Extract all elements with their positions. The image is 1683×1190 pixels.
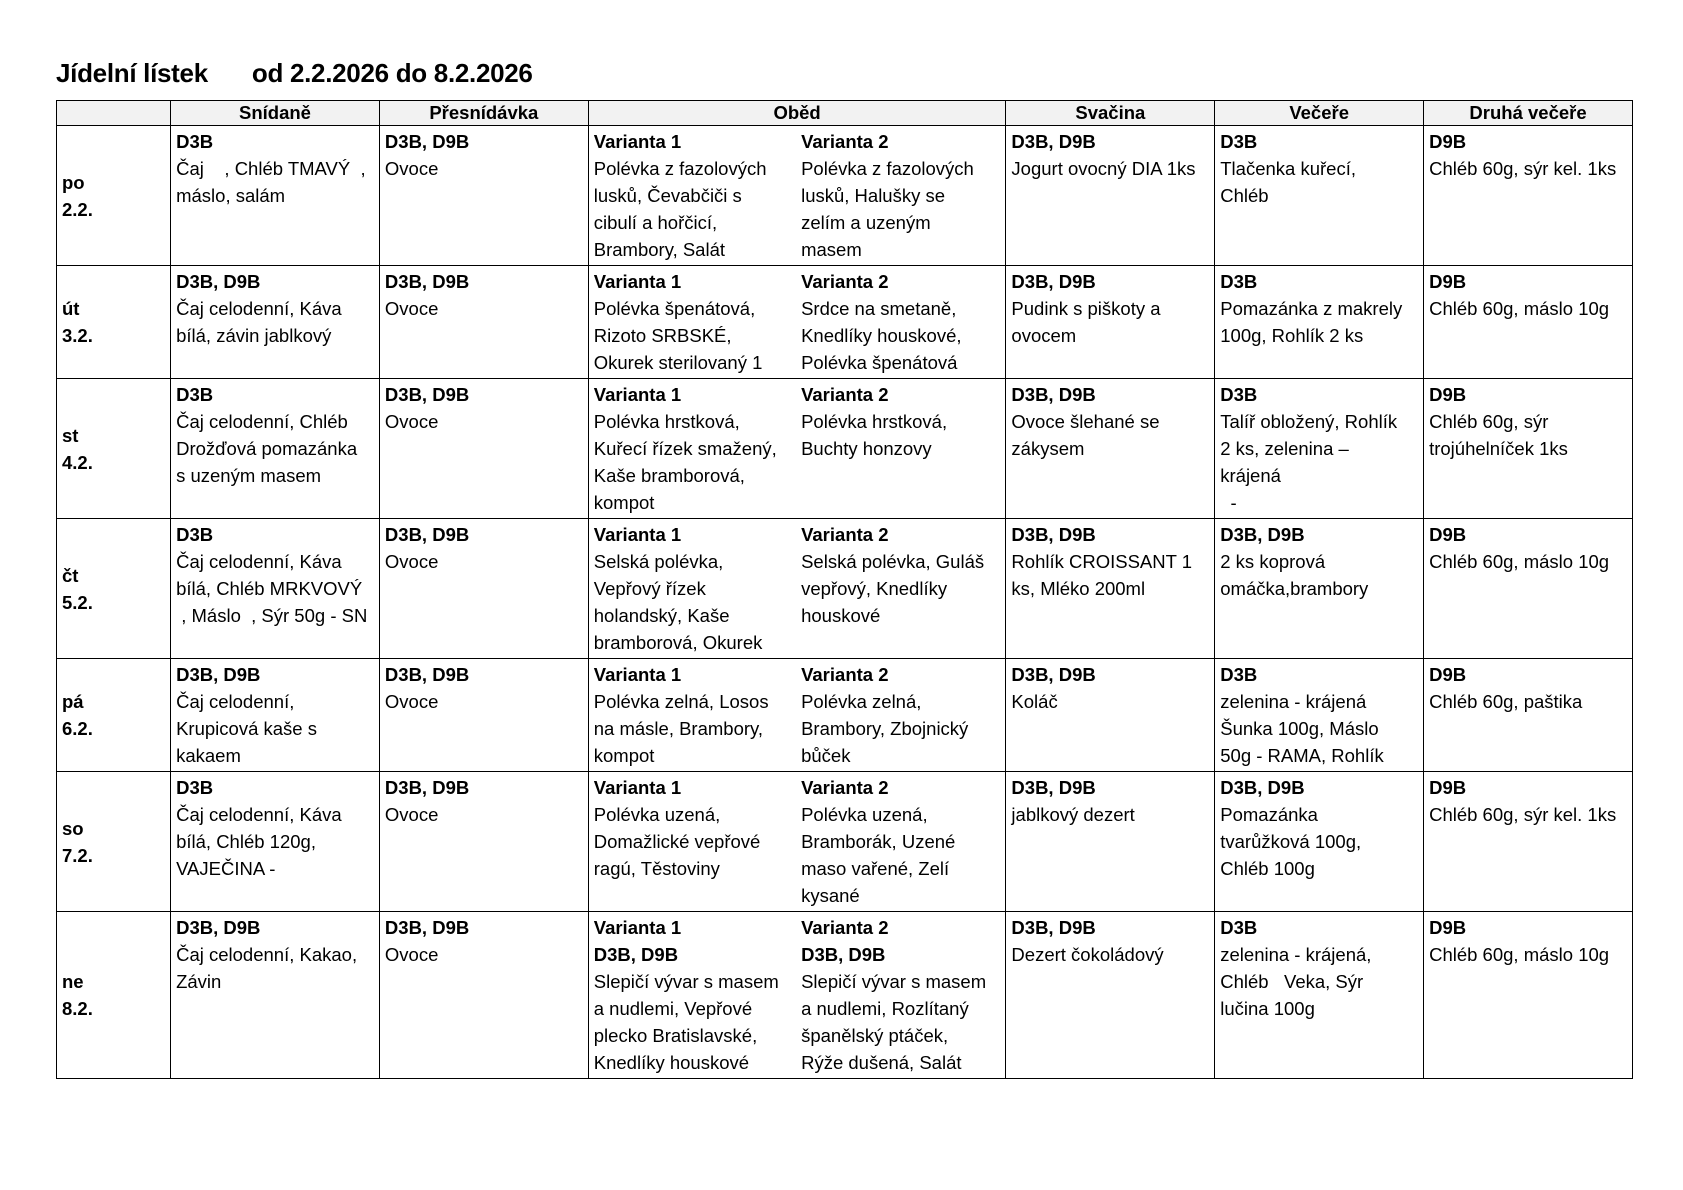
vecere-diet: D3B (1220, 917, 1258, 938)
obed-v2-variant-label: Varianta 2 (801, 664, 889, 685)
day-cell (57, 379, 171, 519)
snidane-diet: D3B, D9B (176, 917, 261, 938)
svacina-cell (1006, 266, 1215, 379)
obed-v1-text: Kuřecí řízek smažený, (593, 438, 777, 459)
presnidavka-diet: D3B, D9B (384, 777, 470, 798)
druha-vecere-text: Chléb 60g, máslo 10g (1429, 551, 1610, 572)
snidane-text: , Máslo , Sýr 50g - SN (176, 605, 368, 626)
obed-v1-text: lusků, Čevabčiči s (593, 185, 742, 206)
snidane-cell (171, 659, 380, 772)
druha-vecere-cell (1424, 912, 1633, 1079)
obed-varianta-2 (797, 268, 1000, 376)
day-name: ne (62, 971, 84, 992)
svacina-cell (1006, 659, 1215, 772)
svacina-text: Ovoce šlehané se (1011, 411, 1160, 432)
vecere-text: Šunka 100g, Máslo (1220, 718, 1379, 739)
vecere-cell (1215, 379, 1424, 519)
obed-v2-text: houskové (801, 605, 881, 626)
vecere-text: 100g, Rohlík 2 ks (1220, 325, 1364, 346)
obed-v1-text: Slepičí vývar s masem (593, 971, 779, 992)
obed-v1-variant-label: Varianta 1 (593, 777, 682, 798)
obed-v1-text: Polévka uzená, (593, 804, 721, 825)
menu-table (56, 100, 1633, 1079)
day-row (57, 266, 1633, 379)
svacina-cell (1006, 379, 1215, 519)
obed-cell (588, 519, 1006, 659)
vecere-text: omáčka,brambory (1220, 578, 1369, 599)
obed-v2-text: Selská polévka, Guláš (801, 551, 985, 572)
obed-v2-variant-diet: D3B, D9B (801, 944, 886, 965)
svacina-text: ovocem (1011, 325, 1077, 346)
snidane-text: VAJEČINA - (176, 858, 276, 879)
snidane-text: Krupicová kaše s (176, 718, 317, 739)
obed-v1-text: Polévka z fazolových (593, 158, 767, 179)
obed-v2-text: Knedlíky houskové, (801, 325, 962, 346)
day-row (57, 379, 1633, 519)
day-row (57, 659, 1633, 772)
druha-vecere-diet: D9B (1429, 524, 1467, 545)
vecere-cell (1215, 772, 1424, 912)
presnidavka-cell (379, 126, 588, 266)
vecere-diet: D3B, D9B (1220, 524, 1305, 545)
vecere-text: Talíř obložený, Rohlík (1220, 411, 1398, 432)
obed-varianta-1 (594, 381, 797, 516)
vecere-diet: D3B (1220, 271, 1258, 292)
obed-v2-text: masem (801, 239, 862, 260)
obed-v2-variant-label: Varianta 2 (801, 271, 889, 292)
svacina-text: zákysem (1011, 438, 1085, 459)
day-cell (57, 912, 171, 1079)
day-date: 2.2. (62, 198, 93, 220)
svacina-text: ks, Mléko 200ml (1011, 578, 1146, 599)
day-cell (57, 519, 171, 659)
druha-vecere-cell (1424, 659, 1633, 772)
obed-v1-text: Brambory, Salát (593, 239, 726, 260)
day-date: 5.2. (62, 591, 93, 613)
druha-vecere-cell (1424, 519, 1633, 659)
header-presnidavka: Přesnídávka (379, 101, 588, 126)
obed-v2-text: Slepičí vývar s masem (801, 971, 987, 992)
snidane-text: Drožďová pomazánka (176, 438, 358, 459)
druha-vecere-diet: D9B (1429, 271, 1467, 292)
obed-v1-text: na másle, Brambory, (593, 718, 764, 739)
obed-v2-text: Polévka hrstková, (801, 411, 948, 432)
day-date: 8.2. (62, 998, 93, 1019)
snidane-text: Čaj celodenní, Kakao, (176, 944, 358, 965)
day-name: st (62, 424, 79, 446)
obed-v1-text: Polévka hrstková, (593, 411, 740, 432)
snidane-text: Čaj celodenní, Chléb (176, 411, 348, 432)
svacina-text: Rohlík CROISSANT 1 (1011, 551, 1193, 572)
snidane-cell (171, 772, 380, 912)
obed-varianta-1 (594, 128, 797, 263)
date-range: od 2.2.2026 do 8.2.2026 (251, 58, 533, 88)
obed-v2-text: vepřový, Knedlíky (801, 578, 948, 599)
presnidavka-diet: D3B, D9B (384, 384, 470, 405)
svacina-cell (1006, 772, 1215, 912)
vecere-text: lučina 100g (1220, 998, 1315, 1019)
presnidavka-cell (379, 772, 588, 912)
obed-v2-text: a nudlemi, Rozlítaný (801, 998, 969, 1019)
obed-v2-text: Bramborák, Uzené (801, 831, 956, 852)
day-cell (57, 659, 171, 772)
druha-vecere-diet: D9B (1429, 777, 1467, 798)
svacina-diet: D3B, D9B (1011, 384, 1096, 405)
snidane-diet: D3B, D9B (176, 664, 261, 685)
druha-vecere-diet: D9B (1429, 384, 1467, 405)
presnidavka-text: Ovoce (384, 411, 439, 432)
druha-vecere-text: Chléb 60g, sýr (1429, 411, 1549, 432)
obed-v1-variant-label: Varianta 1 (593, 664, 682, 685)
presnidavka-text: Ovoce (384, 944, 439, 965)
obed-varianta-1 (594, 268, 797, 376)
presnidavka-text: Ovoce (384, 804, 439, 825)
page-title (56, 58, 533, 89)
title-text: Jídelní lístek (56, 58, 208, 88)
obed-varianta-1 (594, 521, 797, 656)
druha-vecere-text: Chléb 60g, máslo 10g (1429, 944, 1610, 965)
svacina-text: Pudink s piškoty a (1011, 298, 1161, 319)
snidane-text: s uzeným masem (176, 465, 322, 486)
obed-varianta-2 (797, 381, 1000, 516)
snidane-diet: D3B (176, 524, 214, 545)
obed-v1-text: holandský, Kaše (593, 605, 730, 626)
presnidavka-diet: D3B, D9B (384, 271, 470, 292)
obed-v2-text: lusků, Halušky se (801, 185, 946, 206)
svacina-diet: D3B, D9B (1011, 131, 1096, 152)
snidane-diet: D3B (176, 384, 214, 405)
vecere-text: Chléb 100g (1220, 858, 1315, 879)
vecere-cell (1215, 912, 1424, 1079)
obed-v1-variant-diet: D3B, D9B (593, 944, 679, 965)
obed-v2-variant-label: Varianta 2 (801, 384, 889, 405)
vecere-text: Pomazánka z makrely (1220, 298, 1403, 319)
obed-v2-text: Buchty honzovy (801, 438, 932, 459)
vecere-text: zelenina - krájená (1220, 691, 1367, 712)
vecere-text: Chléb (1220, 185, 1269, 206)
obed-v1-text: Okurek sterilovaný 1 (593, 352, 763, 373)
svacina-text: Jogurt ovocný DIA 1ks (1011, 158, 1196, 179)
svacina-diet: D3B, D9B (1011, 524, 1096, 545)
vecere-diet: D3B, D9B (1220, 777, 1305, 798)
snidane-diet: D3B (176, 777, 214, 798)
svacina-diet: D3B, D9B (1011, 777, 1096, 798)
header-snidane: Snídaně (171, 101, 380, 126)
vecere-diet: D3B (1220, 664, 1258, 685)
obed-v2-text: Polévka zelná, (801, 691, 922, 712)
obed-varianta-2 (797, 128, 1000, 263)
presnidavka-text: Ovoce (384, 158, 439, 179)
snidane-cell (171, 126, 380, 266)
header-row (57, 101, 1633, 126)
obed-v2-variant-label: Varianta 2 (801, 917, 889, 938)
vecere-text: krájená (1220, 465, 1281, 486)
presnidavka-cell (379, 266, 588, 379)
obed-v2-text: Rýže dušená, Salát (801, 1052, 962, 1073)
header-obed: Oběd (588, 101, 1006, 126)
svacina-text: jablkový dezert (1011, 804, 1135, 825)
obed-cell (588, 772, 1006, 912)
obed-v2-text: španělský ptáček, (801, 1025, 949, 1046)
obed-v1-text: kompot (593, 492, 655, 513)
obed-cell (588, 126, 1006, 266)
obed-varianta-2 (797, 914, 1000, 1076)
obed-varianta-1 (594, 914, 797, 1076)
header-druha-vecere: Druhá večeře (1424, 101, 1633, 126)
obed-v1-text: cibulí a hořčicí, (593, 212, 718, 233)
presnidavka-text: Ovoce (384, 551, 439, 572)
druha-vecere-cell (1424, 379, 1633, 519)
obed-cell (588, 379, 1006, 519)
presnidavka-text: Ovoce (384, 298, 439, 319)
obed-varianta-2 (797, 661, 1000, 769)
presnidavka-diet: D3B, D9B (384, 917, 470, 938)
druha-vecere-diet: D9B (1429, 917, 1467, 938)
druha-vecere-cell (1424, 772, 1633, 912)
snidane-text: Čaj celodenní, Káva (176, 551, 342, 572)
svacina-diet: D3B, D9B (1011, 271, 1096, 292)
obed-v1-variant-label: Varianta 1 (593, 524, 682, 545)
snidane-cell (171, 379, 380, 519)
obed-v1-text: Kaše bramborová, (593, 465, 745, 486)
vecere-text: 50g - RAMA, Rohlík (1220, 745, 1384, 766)
vecere-cell (1215, 266, 1424, 379)
druha-vecere-text: Chléb 60g, sýr kel. 1ks (1429, 158, 1617, 179)
druha-vecere-text: trojúhelníček 1ks (1429, 438, 1568, 459)
snidane-cell (171, 519, 380, 659)
snidane-cell (171, 912, 380, 1079)
presnidavka-cell (379, 379, 588, 519)
snidane-text: bílá, Chléb 120g, (176, 831, 316, 852)
presnidavka-cell (379, 659, 588, 772)
vecere-diet: D3B (1220, 384, 1258, 405)
day-row (57, 126, 1633, 266)
obed-v2-variant-label: Varianta 2 (801, 777, 889, 798)
druha-vecere-diet: D9B (1429, 131, 1467, 152)
snidane-text: Čaj , Chléb TMAVÝ , (176, 158, 366, 179)
obed-v1-variant-label: Varianta 1 (593, 384, 682, 405)
snidane-cell (171, 266, 380, 379)
day-date: 3.2. (62, 325, 93, 346)
day-cell (57, 126, 171, 266)
header-day (57, 101, 171, 126)
obed-v2-text: zelím a uzeným (801, 212, 931, 233)
header-svacina: Svačina (1006, 101, 1215, 126)
svacina-cell (1006, 126, 1215, 266)
vecere-text: zelenina - krájená, (1220, 944, 1372, 965)
vecere-text: 2 ks koprová (1220, 551, 1326, 572)
druha-vecere-cell (1424, 126, 1633, 266)
svacina-diet: D3B, D9B (1011, 664, 1096, 685)
presnidavka-diet: D3B, D9B (384, 664, 470, 685)
svacina-text: Koláč (1011, 691, 1058, 712)
day-name: po (62, 171, 85, 193)
druha-vecere-text: Chléb 60g, sýr kel. 1ks (1429, 804, 1617, 825)
vecere-text: Chléb Veka, Sýr (1220, 971, 1364, 992)
obed-v2-text: bůček (801, 745, 851, 766)
presnidavka-diet: D3B, D9B (384, 524, 470, 545)
snidane-text: Závin (176, 971, 222, 992)
obed-v2-variant-label: Varianta 2 (801, 131, 889, 152)
obed-v1-text: Domažlické vepřové (593, 831, 761, 852)
obed-v1-text: a nudlemi, Vepřové (593, 998, 753, 1019)
obed-v2-text: Polévka z fazolových (801, 158, 974, 179)
day-name: út (62, 298, 80, 319)
snidane-text: kakaem (176, 745, 241, 766)
vecere-text: - (1220, 492, 1237, 513)
obed-v2-text: maso vařené, Zelí (801, 858, 950, 879)
snidane-text: máslo, salám (176, 185, 286, 206)
presnidavka-diet: D3B, D9B (384, 131, 470, 152)
vecere-text: 2 ks, zelenina – (1220, 438, 1349, 459)
obed-v2-variant-label: Varianta 2 (801, 524, 889, 545)
svacina-cell (1006, 912, 1215, 1079)
day-row (57, 519, 1633, 659)
presnidavka-cell (379, 519, 588, 659)
druha-vecere-text: Chléb 60g, paštika (1429, 691, 1583, 712)
snidane-text: Čaj celodenní, Káva (176, 298, 342, 319)
vecere-cell (1215, 126, 1424, 266)
obed-v1-variant-label: Varianta 1 (593, 917, 682, 938)
day-row (57, 912, 1633, 1079)
obed-varianta-1 (594, 661, 797, 769)
obed-v1-text: Knedlíky houskové (593, 1052, 750, 1073)
obed-v1-text: bramborová, Okurek (593, 632, 763, 653)
obed-varianta-1 (594, 774, 797, 909)
obed-v1-text: kompot (593, 745, 655, 766)
obed-v2-text: Brambory, Zbojnický (801, 718, 969, 739)
druha-vecere-cell (1424, 266, 1633, 379)
druha-vecere-text: Chléb 60g, máslo 10g (1429, 298, 1610, 319)
obed-v2-text: Polévka uzená, (801, 804, 928, 825)
presnidavka-text: Ovoce (384, 691, 439, 712)
obed-v2-text: Srdce na smetaně, (801, 298, 957, 319)
vecere-cell (1215, 659, 1424, 772)
svacina-text: Dezert čokoládový (1011, 944, 1164, 965)
vecere-text: Tlačenka kuřecí, (1220, 158, 1356, 179)
obed-v1-text: Rizoto SRBSKÉ, (593, 325, 732, 346)
obed-v1-text: Polévka špenátová, (593, 298, 756, 319)
druha-vecere-diet: D9B (1429, 664, 1467, 685)
snidane-text: Čaj celodenní, Káva (176, 804, 342, 825)
obed-cell (588, 659, 1006, 772)
obed-varianta-2 (797, 521, 1000, 656)
day-cell (57, 772, 171, 912)
snidane-text: bílá, závin jablkový (176, 325, 332, 346)
header-vecere: Večeře (1215, 101, 1424, 126)
obed-cell (588, 912, 1006, 1079)
vecere-diet: D3B (1220, 131, 1258, 152)
day-date: 6.2. (62, 718, 93, 739)
day-date: 4.2. (62, 451, 93, 473)
day-row (57, 772, 1633, 912)
day-date: 7.2. (62, 844, 93, 866)
obed-v1-text: plecko Bratislavské, (593, 1025, 758, 1046)
snidane-text: bílá, Chléb MRKVOVÝ (176, 578, 363, 599)
obed-v1-variant-label: Varianta 1 (593, 271, 682, 292)
vecere-text: tvarůžková 100g, (1220, 831, 1362, 852)
svacina-cell (1006, 519, 1215, 659)
day-name: čt (62, 564, 79, 586)
obed-v1-text: Selská polévka, (593, 551, 724, 572)
snidane-diet: D3B, D9B (176, 271, 261, 292)
obed-cell (588, 266, 1006, 379)
day-name: pá (62, 691, 84, 712)
obed-v1-variant-label: Varianta 1 (593, 131, 682, 152)
presnidavka-cell (379, 912, 588, 1079)
obed-v2-text: Polévka špenátová (801, 352, 958, 373)
vecere-text: Pomazánka (1220, 804, 1318, 825)
vecere-cell (1215, 519, 1424, 659)
day-cell (57, 266, 171, 379)
obed-varianta-2 (797, 774, 1000, 909)
day-name: so (62, 817, 84, 839)
obed-v2-text: kysané (801, 885, 860, 906)
snidane-text: Čaj celodenní, (176, 691, 295, 712)
snidane-diet: D3B (176, 131, 214, 152)
svacina-diet: D3B, D9B (1011, 917, 1096, 938)
obed-v1-text: Vepřový řízek (593, 578, 706, 599)
obed-v1-text: ragú, Těstoviny (593, 858, 720, 879)
obed-v1-text: Polévka zelná, Losos (593, 691, 769, 712)
menu-body (57, 126, 1633, 1079)
